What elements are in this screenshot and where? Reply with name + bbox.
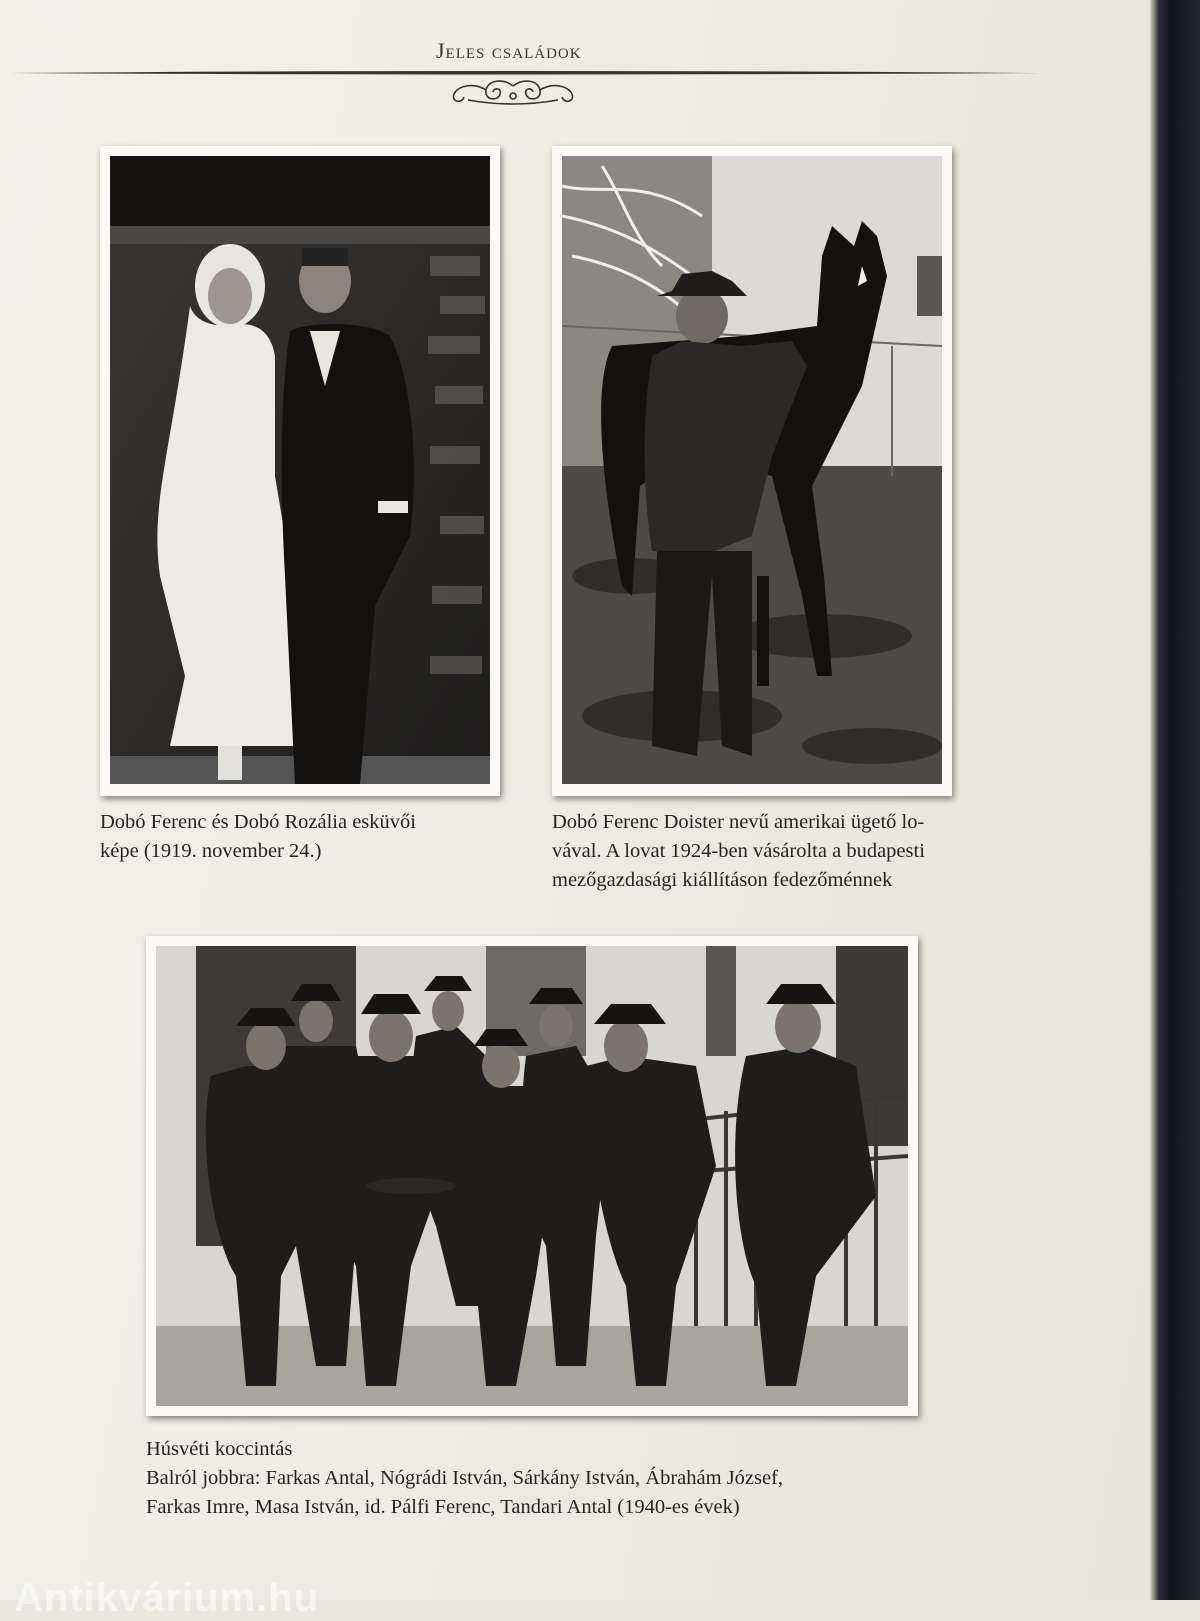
caption-line: vával. A lovat 1924-ben vásárolta a budapesti	[552, 840, 925, 862]
caption-line: mezőgazdasági kiállításon fedezőménnek	[552, 869, 893, 891]
caption-line: Húsvéti koccintás	[146, 1438, 293, 1460]
toast-photo-frame	[146, 936, 918, 1416]
horse-caption	[552, 808, 972, 895]
horse-photo-frame	[552, 146, 952, 796]
caption-line: Farkas Imre, Masa István, id. Pálfi Ferenc, Tandari Antal (1940-es évek)	[146, 1496, 740, 1518]
header-rule	[10, 70, 1040, 76]
wedding-photo	[110, 156, 490, 784]
caption-line: Balról jobbra: Farkas Antal, Nógrádi István, Sárkány István, Ábrahám József,	[146, 1467, 784, 1489]
ornament-icon	[448, 78, 578, 108]
caption-line: Dobó Ferenc és Dobó Rozália esküvői	[100, 811, 416, 833]
wedding-caption	[100, 808, 520, 866]
toast-photo	[156, 946, 908, 1406]
book-cover-edge	[1150, 0, 1200, 1600]
toast-caption	[146, 1435, 946, 1522]
page-header-title: Jeles családok	[436, 38, 582, 63]
caption-line: képe (1919. november 24.)	[100, 840, 322, 862]
horse-photo	[562, 156, 942, 784]
watermark: Antikvárium.hu	[14, 1576, 320, 1620]
caption-line: Dobó Ferenc Doister nevű amerikai ügető lo-	[552, 811, 925, 833]
wedding-photo-frame	[100, 146, 500, 796]
